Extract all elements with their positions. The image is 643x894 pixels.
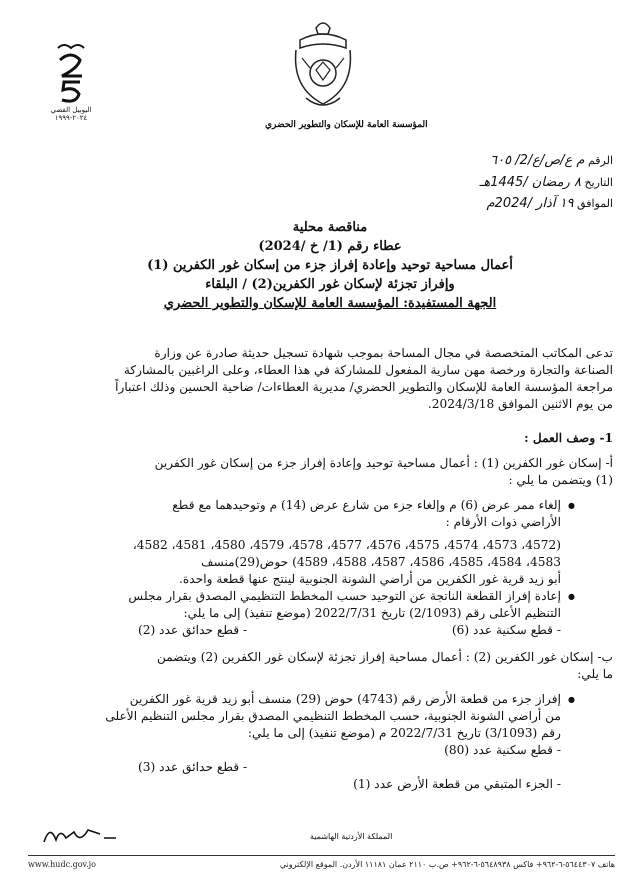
intro-paragraph (28, 345, 613, 413)
royal-emblem (265, 18, 428, 130)
bullet-line: ● إفراز جزء من قطعة الأرض رقم (4743) حوض (29) منسف أبو زيد قرية غور الكفرين (129, 692, 561, 706)
footer-website[interactable]: www.hudc.gov.jo (28, 860, 96, 869)
bullet-line: ● إعادة إفراز القطعة الناتجة عن التوحيد حسب المخطط التنظيمي المصدق بقرار مجلس (128, 589, 561, 603)
footer-stamp: المملكة الأردنية الهاشمية (310, 832, 393, 841)
result-gardens: - قطع حدائق عدد (2) (138, 623, 248, 637)
intro-line: الصناعة والتجارة ورخصة مهن سارية المفعول للمشاركة في هذا العطاء، وعلى الراغبين بالمشاركة (123, 363, 613, 377)
result-gardens: - قطع حدائق عدد (3) (138, 760, 248, 774)
silver-jubilee-logo (42, 42, 100, 122)
item-a-line: أ- إسكان غور الكفرين (1) : أعمال مساحية توحيد وإعادة إفراز جزء من إسكان غور الكفرين (154, 456, 613, 470)
bullet-line: أبو زيد قرية غور الكفرين من أراضي الشونة الجنوبية لينتج عنها قطعة واحدة. (179, 572, 561, 586)
bullet-line: 4583، 4584، 4585، 4586، 4587، 4588، 4589) حوض(29)منسف (200, 555, 561, 569)
bullet-line: التنظيم الأعلى رقم (2/1093) تاريخ 2022/7/31 (موضع تنفيذ) إلى ما يلي: (183, 606, 561, 620)
bullet-item (28, 497, 575, 588)
gregorian-value: ١٩ آذار /2024م (486, 196, 574, 211)
item-b-line: ب- إسكان غور الكفرين (2) : أعمال مساحية إفراز تجزئة لإسكان غور الكفرين (2) ويتضمن (156, 650, 613, 664)
logo-years: ٢٠٢٤-١٩٩٩ (54, 114, 88, 122)
result-row (138, 742, 561, 759)
ref-number (490, 153, 613, 168)
item-b-line: ما يلي: (577, 667, 613, 681)
bullet-line: (4572، 4573، 4574، 4575، 4576، 4577، 4578، 4579، 4580، 4581، 4582، (132, 538, 561, 552)
coat-of-arms-icon (288, 18, 358, 118)
intro-line: من يوم الاثنين الموافق 2024/3/18. (427, 397, 613, 411)
intro-line: تدعى المكاتب المتخصصة في مجال المساحة بموجب شهادة تسجيل حديثة صادرة عن وزارة (154, 346, 613, 360)
ref-label: الرقم (587, 154, 613, 167)
item-a-line: (1) ويتضمن ما يلي : (508, 473, 613, 487)
title-beneficiary: الجهة المستفيدة: المؤسسة العامة للإسكان والتطوير الحضري (163, 296, 497, 311)
hijri-value: ٨ رمضان /1445هـ (479, 175, 581, 190)
bullet-line: رقم (3/1093) تاريخ 2022/7/31 م (موضع تنفيذ) إلى ما يلي: (247, 726, 561, 740)
result-remaining: - الجزء المتبقي من قطعة الأرض عدد (1) (353, 777, 561, 791)
tender-title-block (130, 218, 530, 313)
hijri-date (480, 175, 613, 190)
org-name: المؤسسة العامة للإسكان والتطوير الحضري (265, 120, 428, 130)
logo-caption: اليوبيل الفضي (50, 106, 92, 114)
section-title: 1- وصف العمل : (524, 431, 613, 445)
bullet-line: الأراضي ذوات الأرقام : (445, 515, 561, 529)
intro-line: مراجعة المؤسسة العامة للإسكان والتطوير الحضري/ مديرية العطاءات/ ضاحية الحسين وذلك اعتباراً (115, 380, 613, 394)
ref-value: م ع/ص/ع/2/ ٦٠٥ (490, 153, 585, 168)
title-works-1: أعمال مساحية توحيد وإعادة إفراز جزء من إسكان غور الكفرين (1) (147, 258, 513, 273)
gregorian-date (486, 196, 613, 211)
bullet-item (28, 691, 575, 742)
work-description (28, 430, 613, 793)
result-residential: - قطع سكنية عدد (6) (451, 623, 561, 637)
result-row (138, 622, 561, 639)
footer (28, 860, 615, 869)
bullet-item (28, 588, 575, 622)
signature-icon (40, 820, 120, 850)
footer-divider (28, 855, 615, 856)
bullet-line: ● إلغاء ممر عرض (6) م وإلغاء جزء من شارع عرض (14) م وتوحيدهما مع قطع (172, 498, 561, 512)
result-residential: - قطع سكنية عدد (80) (444, 743, 561, 757)
hijri-label: التاريخ (584, 176, 613, 189)
result-row (138, 759, 561, 776)
jubilee-25-icon (48, 42, 94, 106)
title-works-2: وإفراز تجزئة لإسكان غور الكفرين(2) / البلقاء (205, 277, 455, 292)
bullet-line: من أراضي الشونة الجنوبية، حسب المخطط التنظيمي المصدق بقرار مجلس التنظيم الأعلى (105, 709, 561, 723)
gregorian-label: الموافق (577, 197, 613, 210)
footer-contact: هاتف ٥٦٤٤٣٠٧-٦-٩٦٢+ فاكس ٥٦٤٨٩٣٨-٦-٩٦٢+ ص.ب ٢١١٠ عمان ١١١٨١ الأردن. الموقع الإلكتروني (279, 860, 615, 869)
title-tender-number: عطاء رقم (1/ خ /2024) (258, 239, 402, 254)
title-local-tender: مناقصة محلية (292, 220, 368, 235)
